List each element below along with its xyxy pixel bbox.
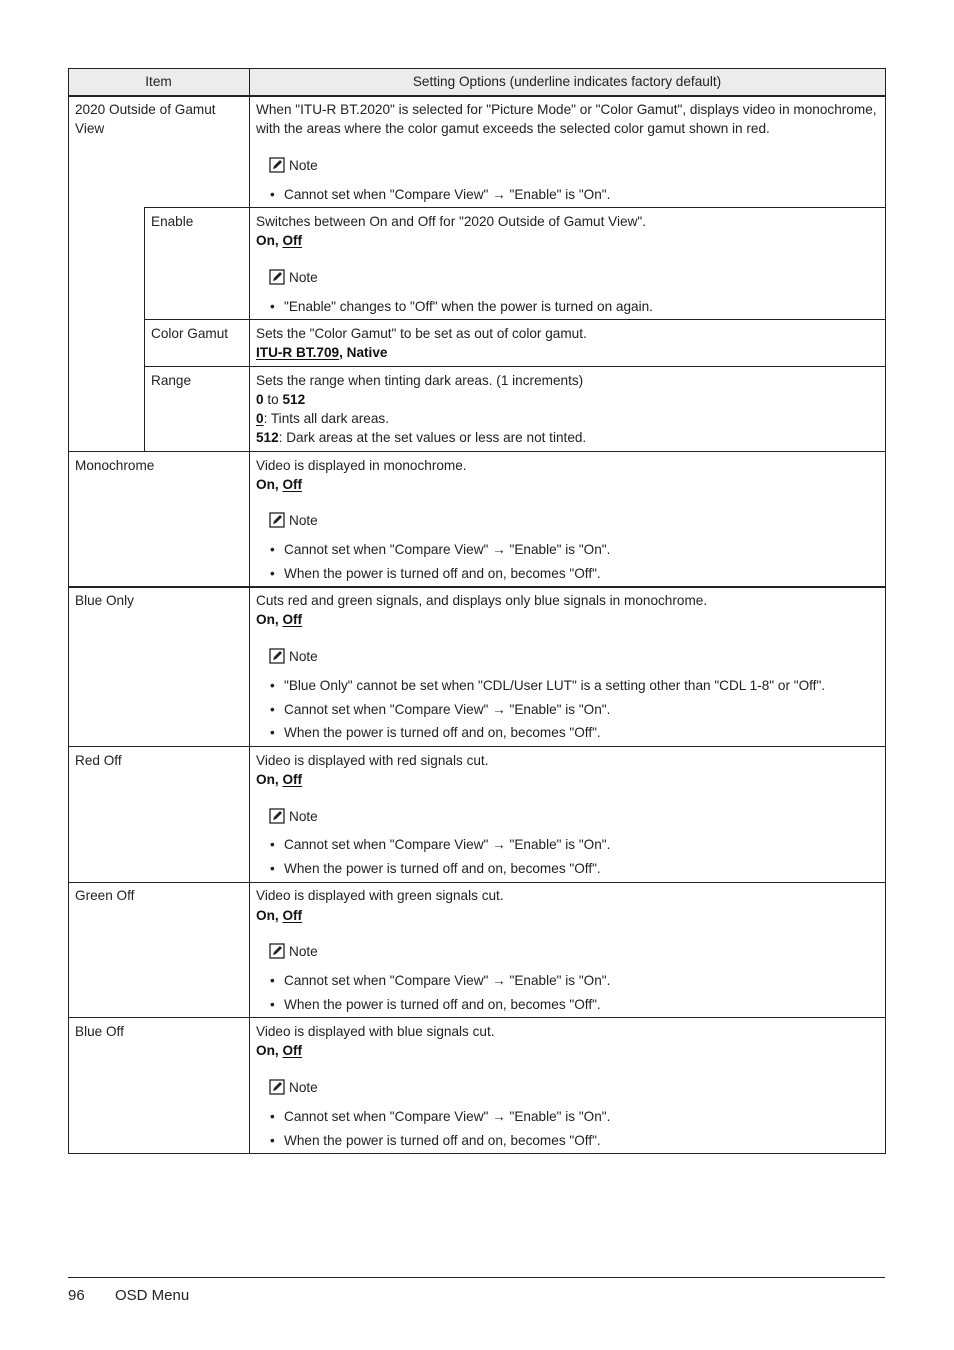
options-enable: On, Off [256, 233, 303, 248]
note-heading: Note [269, 269, 318, 285]
item-color-gamut: Color Gamut [151, 326, 229, 341]
note-heading: Note [269, 943, 318, 959]
options-blue-off: On, Off [256, 1043, 303, 1058]
options-green-off: On, Off [256, 908, 303, 923]
table-border-top [68, 68, 886, 69]
header-item: Item [145, 74, 172, 89]
footer-rule [68, 1277, 885, 1278]
options-blue-only: On, Off [256, 612, 303, 627]
list-item: • When the power is turned off and on, becomes "Off". [270, 1133, 601, 1148]
desc-green-off: Video is displayed with green signals cut. [256, 888, 504, 903]
note-heading: Note [269, 648, 318, 664]
row-divider [144, 366, 886, 367]
note-heading: Note [269, 512, 318, 528]
note-heading: Note [269, 1079, 318, 1095]
page-number: 96 [68, 1287, 85, 1304]
desc-red-off: Video is displayed with red signals cut. [256, 753, 489, 768]
item-enable: Enable [151, 214, 194, 229]
desc-gamut-view: When "ITU-R BT.2020" is selected for "Picture Mode" or "Color Gamut", displays video in monochrome, with the areas where the color gamut exceeds the selected color gamut shown in red. [256, 102, 877, 136]
table-border-right [885, 68, 886, 1154]
section-name: OSD Menu [115, 1287, 190, 1304]
list-item: • "Enable" changes to "Off" when the power is turned on again. [270, 299, 653, 314]
row-divider [68, 1017, 886, 1018]
range-detail-min: 0: Tints all dark areas. [256, 411, 389, 426]
desc-range: Sets the range when tinting dark areas. (1 increments) [256, 373, 584, 388]
item-green-off: Green Off [75, 888, 135, 903]
list-item: • Cannot set when "Compare View" → "Enable" is "On". [270, 187, 611, 202]
list-item: • When the power is turned off and on, becomes "Off". [270, 861, 601, 876]
row-divider [68, 882, 886, 883]
note-pencil-icon [269, 157, 285, 173]
item-gamut-view: 2020 Outside of Gamut View [75, 102, 216, 136]
desc-blue-only: Cuts red and green signals, and displays only blue signals in monochrome. [256, 593, 708, 608]
options-monochrome: On, Off [256, 477, 303, 492]
list-item: • Cannot set when "Compare View" → "Enable" is "On". [270, 542, 611, 557]
row-divider [68, 586, 886, 588]
note-heading: Note [269, 808, 318, 824]
options-red-off: On, Off [256, 772, 303, 787]
list-item: • "Blue Only" cannot be set when "CDL/User LUT" is a setting other than "CDL 1-8" or "Off". [270, 678, 826, 693]
item-range: Range [151, 373, 192, 388]
list-item: • When the power is turned off and on, becomes "Off". [270, 725, 601, 740]
table-border-left [68, 68, 69, 1154]
range-detail-max: 512: Dark areas at the set values or less are not tinted. [256, 430, 587, 445]
list-item: • Cannot set when "Compare View" → "Enable" is "On". [270, 837, 611, 852]
header-setting-options: Setting Options (underline indicates factory default) [412, 74, 722, 89]
desc-enable: Switches between On and Off for "2020 Outside of Gamut View". [256, 214, 646, 229]
desc-color-gamut: Sets the "Color Gamut" to be set as out of color gamut. [256, 326, 587, 341]
row-divider [144, 319, 886, 320]
list-item: • Cannot set when "Compare View" → "Enable" is "On". [270, 702, 611, 717]
header-divider [68, 95, 886, 97]
sub-column-divider [144, 207, 145, 452]
desc-blue-off: Video is displayed with blue signals cut. [256, 1024, 495, 1039]
note-pencil-icon [269, 808, 285, 824]
list-item: • When the power is turned off and on, becomes "Off". [270, 566, 601, 581]
item-blue-only: Blue Only [75, 593, 134, 608]
note-pencil-icon [269, 1079, 285, 1095]
list-item: • Cannot set when "Compare View" → "Enable" is "On". [270, 1109, 611, 1124]
options-color-gamut: ITU-R BT.709, Native [256, 345, 388, 360]
row-divider [68, 451, 886, 452]
options-range: 0 to 512 [256, 392, 306, 407]
item-blue-off: Blue Off [75, 1024, 124, 1039]
column-divider [249, 68, 250, 1154]
note-pencil-icon [269, 512, 285, 528]
table-border-bottom [68, 1153, 886, 1154]
item-monochrome: Monochrome [75, 458, 155, 473]
desc-monochrome: Video is displayed in monochrome. [256, 458, 467, 473]
row-divider [144, 207, 886, 208]
note-pencil-icon [269, 648, 285, 664]
note-pencil-icon [269, 943, 285, 959]
note-heading: Note [269, 157, 318, 173]
list-item: • When the power is turned off and on, becomes "Off". [270, 997, 601, 1012]
item-red-off: Red Off [75, 753, 122, 768]
row-divider [68, 746, 886, 747]
note-pencil-icon [269, 269, 285, 285]
list-item: • Cannot set when "Compare View" → "Enable" is "On". [270, 973, 611, 988]
